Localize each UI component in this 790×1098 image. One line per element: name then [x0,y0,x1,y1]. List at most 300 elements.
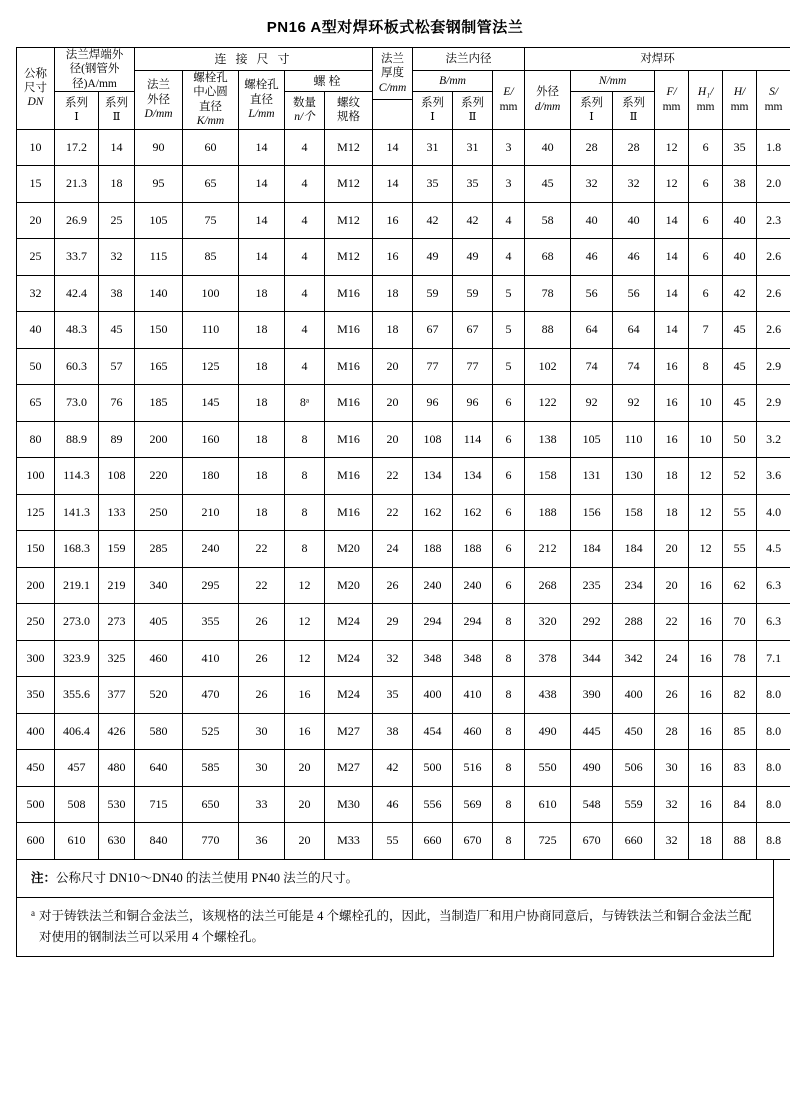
table-header [17,48,790,130]
cell-pipe-outer-series2: 38 [99,275,135,312]
cell-thickness-C: 16 [373,202,413,239]
cell-n-series1: 548 [571,786,613,823]
cell-pipe-outer-series2: 45 [99,312,135,349]
cell-n-series1: 445 [571,713,613,750]
cell-f: 14 [655,275,689,312]
cell-bolt-count-n: 4 [285,348,325,385]
cell-bolt-circle-K: 60 [183,129,239,166]
cell-s: 3.6 [757,458,790,495]
cell-n-series2: 32 [613,166,655,203]
cell-bolt-thread: M27 [325,750,373,787]
cell-bolt-circle-K: 650 [183,786,239,823]
cell-b-series1: 67 [413,312,453,349]
cell-n-series1: 56 [571,275,613,312]
col-header-e-mm: E/ mm [493,71,525,130]
cell-b-series1: 42 [413,202,453,239]
cell-f: 26 [655,677,689,714]
page-title: PN16 A型对焊环板式松套钢制管法兰 [266,19,524,36]
cell-pipe-outer-series1: 26.9 [55,202,99,239]
cell-n-series1: 292 [571,604,613,641]
cell-b-series2: 59 [453,275,493,312]
cell-bolt-hole-L: 18 [239,494,285,531]
cell-e: 6 [493,421,525,458]
cell-s: 6.3 [757,567,790,604]
cell-ring-outer-d: 78 [525,275,571,312]
cell-n-series2: 660 [613,823,655,860]
cell-b-series1: 108 [413,421,453,458]
cell-thickness-C: 18 [373,275,413,312]
cell-n-series2: 234 [613,567,655,604]
cell-thickness-C: 20 [373,385,413,422]
cell-b-series2: 348 [453,640,493,677]
cell-n-series1: 490 [571,750,613,787]
cell-pipe-outer-series1: 610 [55,823,99,860]
table-row [17,494,790,531]
cell-ring-outer-d: 550 [525,750,571,787]
cell-bolt-count-n: 8 [285,531,325,568]
cell-bolt-count-n: 12 [285,604,325,641]
cell-bolt-thread: M12 [325,202,373,239]
cell-bolt-thread: M24 [325,604,373,641]
cell-pipe-outer-series2: 480 [99,750,135,787]
cell-f: 22 [655,604,689,641]
cell-dn: 32 [17,275,55,312]
cell-n-series1: 184 [571,531,613,568]
cell-h: 78 [723,640,757,677]
table-row [17,677,790,714]
cell-bolt-circle-K: 355 [183,604,239,641]
table-row [17,604,790,641]
cell-bolt-circle-K: 295 [183,567,239,604]
cell-pipe-outer-series1: 73.0 [55,385,99,422]
cell-e: 6 [493,494,525,531]
cell-ring-outer-d: 88 [525,312,571,349]
col-header-ring-outer-diameter: 外径 d/mm [525,71,571,130]
flange-dimensions-table [16,47,790,860]
cell-b-series1: 49 [413,239,453,276]
cell-n-series2: 40 [613,202,655,239]
cell-f: 32 [655,786,689,823]
cell-b-series1: 240 [413,567,453,604]
cell-bolt-thread: M24 [325,640,373,677]
col-header-bolt-count: 数量 n/个 [285,92,325,129]
cell-s: 2.6 [757,312,790,349]
cell-b-series2: 240 [453,567,493,604]
cell-bolt-circle-K: 75 [183,202,239,239]
cell-h1: 8 [689,348,723,385]
cell-pipe-outer-series1: 33.7 [55,239,99,276]
table-row [17,458,790,495]
cell-f: 14 [655,202,689,239]
cell-dn: 350 [17,677,55,714]
cell-e: 5 [493,312,525,349]
cell-n-series1: 32 [571,166,613,203]
cell-s: 2.6 [757,239,790,276]
cell-dn: 400 [17,713,55,750]
cell-bolt-hole-L: 18 [239,458,285,495]
cell-e: 6 [493,458,525,495]
cell-n-series2: 64 [613,312,655,349]
cell-n-series2: 288 [613,604,655,641]
cell-bolt-hole-L: 30 [239,750,285,787]
table-row [17,531,790,568]
cell-bolt-hole-L: 18 [239,275,285,312]
cell-bolt-hole-L: 18 [239,421,285,458]
cell-flange-outer-D: 140 [135,275,183,312]
cell-bolt-thread: M16 [325,385,373,422]
cell-bolt-count-n: 4 [285,312,325,349]
cell-thickness-C: 16 [373,239,413,276]
note-label: 注： [31,870,57,885]
cell-h: 40 [723,202,757,239]
cell-f: 18 [655,494,689,531]
cell-pipe-outer-series1: 457 [55,750,99,787]
table-body [17,129,790,859]
cell-pipe-outer-series2: 219 [99,567,135,604]
cell-pipe-outer-series1: 48.3 [55,312,99,349]
cell-s: 8.0 [757,750,790,787]
cell-e: 8 [493,677,525,714]
cell-bolt-thread: M16 [325,421,373,458]
cell-b-series1: 294 [413,604,453,641]
cell-bolt-circle-K: 525 [183,713,239,750]
cell-pipe-outer-series1: 17.2 [55,129,99,166]
cell-thickness-C: 38 [373,713,413,750]
cell-bolt-count-n: 8 [285,458,325,495]
cell-h: 52 [723,458,757,495]
cell-flange-outer-D: 105 [135,202,183,239]
cell-dn: 10 [17,129,55,166]
cell-bolt-circle-K: 470 [183,677,239,714]
cell-h1: 18 [689,823,723,860]
cell-n-series2: 46 [613,239,655,276]
cell-n-series2: 559 [613,786,655,823]
cell-thickness-C: 46 [373,786,413,823]
cell-s: 8.0 [757,677,790,714]
cell-ring-outer-d: 45 [525,166,571,203]
cell-bolt-count-n: 16 [285,677,325,714]
cell-f: 16 [655,348,689,385]
cell-thickness-C: 20 [373,348,413,385]
cell-f: 16 [655,385,689,422]
cell-bolt-hole-L: 22 [239,531,285,568]
cell-e: 6 [493,531,525,568]
cell-e: 4 [493,239,525,276]
cell-dn: 25 [17,239,55,276]
cell-h1: 10 [689,385,723,422]
cell-n-series1: 40 [571,202,613,239]
cell-h: 55 [723,494,757,531]
col-header-n-mm: N/mm [571,71,655,92]
table-row [17,640,790,677]
cell-ring-outer-d: 158 [525,458,571,495]
cell-dn: 600 [17,823,55,860]
cell-f: 24 [655,640,689,677]
cell-pipe-outer-series1: 141.3 [55,494,99,531]
cell-n-series1: 344 [571,640,613,677]
cell-bolt-circle-K: 585 [183,750,239,787]
cell-dn: 40 [17,312,55,349]
cell-thickness-C: 29 [373,604,413,641]
col-header-flange-outer-diameter: 法兰 外径 D/mm [135,71,183,130]
cell-bolt-count-n: 12 [285,640,325,677]
cell-bolt-hole-L: 18 [239,348,285,385]
cell-h1: 12 [689,531,723,568]
col-header-b-series-1: 系列 Ⅰ [413,92,453,129]
cell-flange-outer-D: 115 [135,239,183,276]
footnote-text: 对于铸铁法兰和铜合金法兰，该规格的法兰可能是 4 个螺栓孔的，因此，当制造厂和用户协商同意后，与铸铁法兰和铜合金法兰配对使用的钢制法兰可以采用 4 个螺栓孔。 [39,908,752,944]
cell-dn: 200 [17,567,55,604]
cell-flange-outer-D: 95 [135,166,183,203]
col-header-thickness: 法兰 厚度 C/mm [373,48,413,100]
cell-e: 8 [493,604,525,641]
cell-pipe-outer-series1: 42.4 [55,275,99,312]
table-row [17,312,790,349]
cell-n-series1: 28 [571,129,613,166]
cell-n-series2: 74 [613,348,655,385]
cell-pipe-outer-series1: 114.3 [55,458,99,495]
cell-b-series1: 400 [413,677,453,714]
cell-bolt-thread: M30 [325,786,373,823]
cell-h: 88 [723,823,757,860]
cell-thickness-C: 32 [373,640,413,677]
table-row [17,786,790,823]
cell-dn: 300 [17,640,55,677]
cell-flange-outer-D: 90 [135,129,183,166]
col-header-dn: 公称 尺寸 DN [17,48,55,130]
cell-pipe-outer-series2: 76 [99,385,135,422]
cell-flange-outer-D: 340 [135,567,183,604]
cell-pipe-outer-series2: 108 [99,458,135,495]
cell-s: 2.9 [757,348,790,385]
cell-b-series2: 67 [453,312,493,349]
cell-h1: 16 [689,750,723,787]
cell-h: 42 [723,275,757,312]
cell-f: 20 [655,531,689,568]
col-header-flange-inner-diameter: 法兰内径 [413,48,525,71]
cell-b-series2: 516 [453,750,493,787]
cell-b-series1: 35 [413,166,453,203]
cell-h: 45 [723,385,757,422]
cell-f: 14 [655,239,689,276]
cell-n-series1: 74 [571,348,613,385]
cell-bolt-hole-L: 26 [239,604,285,641]
cell-pipe-outer-series1: 323.9 [55,640,99,677]
cell-flange-outer-D: 580 [135,713,183,750]
cell-h1: 16 [689,567,723,604]
cell-b-series2: 670 [453,823,493,860]
cell-pipe-outer-series1: 60.3 [55,348,99,385]
cell-s: 2.3 [757,202,790,239]
cell-thickness-C: 42 [373,750,413,787]
cell-h1: 6 [689,275,723,312]
cell-ring-outer-d: 138 [525,421,571,458]
cell-ring-outer-d: 58 [525,202,571,239]
cell-bolt-count-n: 4 [285,239,325,276]
cell-b-series1: 31 [413,129,453,166]
cell-flange-outer-D: 640 [135,750,183,787]
cell-h: 84 [723,786,757,823]
col-header-pipe-outer-diameter: 法兰焊端外 径(钢管外 径)A/mm [55,48,135,92]
cell-flange-outer-D: 520 [135,677,183,714]
cell-b-series2: 569 [453,786,493,823]
cell-pipe-outer-series2: 159 [99,531,135,568]
cell-thickness-C: 18 [373,312,413,349]
cell-ring-outer-d: 68 [525,239,571,276]
cell-e: 8 [493,750,525,787]
cell-bolt-thread: M16 [325,275,373,312]
cell-pipe-outer-series1: 355.6 [55,677,99,714]
cell-h1: 6 [689,129,723,166]
cell-pipe-outer-series2: 25 [99,202,135,239]
cell-bolt-thread: M12 [325,239,373,276]
cell-s: 8.0 [757,713,790,750]
cell-dn: 80 [17,421,55,458]
table-row [17,275,790,312]
cell-thickness-C: 22 [373,494,413,531]
cell-b-series1: 660 [413,823,453,860]
cell-pipe-outer-series2: 325 [99,640,135,677]
cell-s: 2.6 [757,275,790,312]
cell-h1: 10 [689,421,723,458]
cell-ring-outer-d: 102 [525,348,571,385]
cell-n-series2: 506 [613,750,655,787]
cell-n-series2: 158 [613,494,655,531]
cell-b-series2: 77 [453,348,493,385]
cell-bolt-hole-L: 18 [239,312,285,349]
cell-pipe-outer-series2: 89 [99,421,135,458]
cell-h1: 12 [689,494,723,531]
cell-b-series2: 134 [453,458,493,495]
cell-ring-outer-d: 490 [525,713,571,750]
cell-h: 83 [723,750,757,787]
cell-bolt-circle-K: 160 [183,421,239,458]
cell-e: 3 [493,166,525,203]
cell-flange-outer-D: 460 [135,640,183,677]
cell-flange-outer-D: 165 [135,348,183,385]
col-header-pipe-outer-series-2: 系列 Ⅱ [99,92,135,129]
cell-bolt-count-n: 4 [285,275,325,312]
col-header-h-mm: H/ mm [723,71,757,130]
cell-h1: 16 [689,713,723,750]
cell-pipe-outer-series2: 273 [99,604,135,641]
cell-flange-outer-D: 250 [135,494,183,531]
cell-bolt-hole-L: 22 [239,567,285,604]
cell-bolt-circle-K: 145 [183,385,239,422]
col-header-n-series-1: 系列 Ⅰ [571,92,613,129]
cell-b-series2: 49 [453,239,493,276]
table-row [17,239,790,276]
cell-bolt-thread: M16 [325,494,373,531]
cell-n-series1: 670 [571,823,613,860]
cell-ring-outer-d: 40 [525,129,571,166]
cell-b-series2: 42 [453,202,493,239]
cell-flange-outer-D: 220 [135,458,183,495]
cell-f: 30 [655,750,689,787]
cell-n-series2: 342 [613,640,655,677]
table-row [17,166,790,203]
note-text: 公称尺寸 DN10～DN40 的法兰使用 PN40 法兰的尺寸。 [56,870,359,885]
cell-s: 1.8 [757,129,790,166]
cell-s: 8.8 [757,823,790,860]
cell-n-series1: 156 [571,494,613,531]
cell-pipe-outer-series1: 508 [55,786,99,823]
cell-pipe-outer-series2: 530 [99,786,135,823]
cell-h: 85 [723,713,757,750]
cell-ring-outer-d: 188 [525,494,571,531]
cell-b-series2: 188 [453,531,493,568]
cell-s: 6.3 [757,604,790,641]
cell-pipe-outer-series1: 219.1 [55,567,99,604]
cell-n-series1: 105 [571,421,613,458]
col-header-bolt-circle-diameter: 螺栓孔 中心圆 直径 K/mm [183,71,239,130]
cell-b-series1: 454 [413,713,453,750]
cell-thickness-C: 14 [373,129,413,166]
cell-e: 8 [493,823,525,860]
cell-n-series1: 235 [571,567,613,604]
cell-f: 12 [655,129,689,166]
cell-pipe-outer-series2: 14 [99,129,135,166]
cell-thickness-C: 55 [373,823,413,860]
table-row [17,750,790,787]
cell-dn: 125 [17,494,55,531]
col-header-b-mm: B/mm [413,71,493,92]
cell-bolt-hole-L: 30 [239,713,285,750]
cell-pipe-outer-series2: 426 [99,713,135,750]
cell-b-series1: 188 [413,531,453,568]
table-row [17,348,790,385]
cell-n-series2: 110 [613,421,655,458]
cell-bolt-circle-K: 110 [183,312,239,349]
cell-pipe-outer-series1: 21.3 [55,166,99,203]
cell-ring-outer-d: 320 [525,604,571,641]
cell-flange-outer-D: 285 [135,531,183,568]
cell-b-series2: 410 [453,677,493,714]
cell-h: 45 [723,312,757,349]
cell-bolt-count-n: 20 [285,823,325,860]
cell-ring-outer-d: 212 [525,531,571,568]
cell-h: 45 [723,348,757,385]
cell-bolt-count-n: 4 [285,129,325,166]
cell-n-series2: 28 [613,129,655,166]
cell-bolt-count-n: 12 [285,567,325,604]
col-header-bolt: 螺栓 [285,71,373,92]
table-notes [16,860,774,958]
cell-n-series1: 64 [571,312,613,349]
cell-f: 28 [655,713,689,750]
cell-bolt-count-n: 8 [285,494,325,531]
cell-bolt-hole-L: 18 [239,385,285,422]
cell-b-series1: 500 [413,750,453,787]
cell-bolt-count-n: 16 [285,713,325,750]
cell-n-series2: 92 [613,385,655,422]
cell-flange-outer-D: 715 [135,786,183,823]
cell-flange-outer-D: 150 [135,312,183,349]
cell-f: 18 [655,458,689,495]
cell-bolt-thread: M20 [325,531,373,568]
cell-h: 38 [723,166,757,203]
cell-h1: 6 [689,239,723,276]
cell-h1: 16 [689,640,723,677]
cell-n-series2: 400 [613,677,655,714]
cell-e: 8 [493,713,525,750]
col-header-b-series-2: 系列 Ⅱ [453,92,493,129]
cell-b-series1: 77 [413,348,453,385]
col-header-weld-ring: 对焊环 [525,48,790,71]
cell-s: 4.0 [757,494,790,531]
cell-bolt-circle-K: 240 [183,531,239,568]
table-row [17,202,790,239]
